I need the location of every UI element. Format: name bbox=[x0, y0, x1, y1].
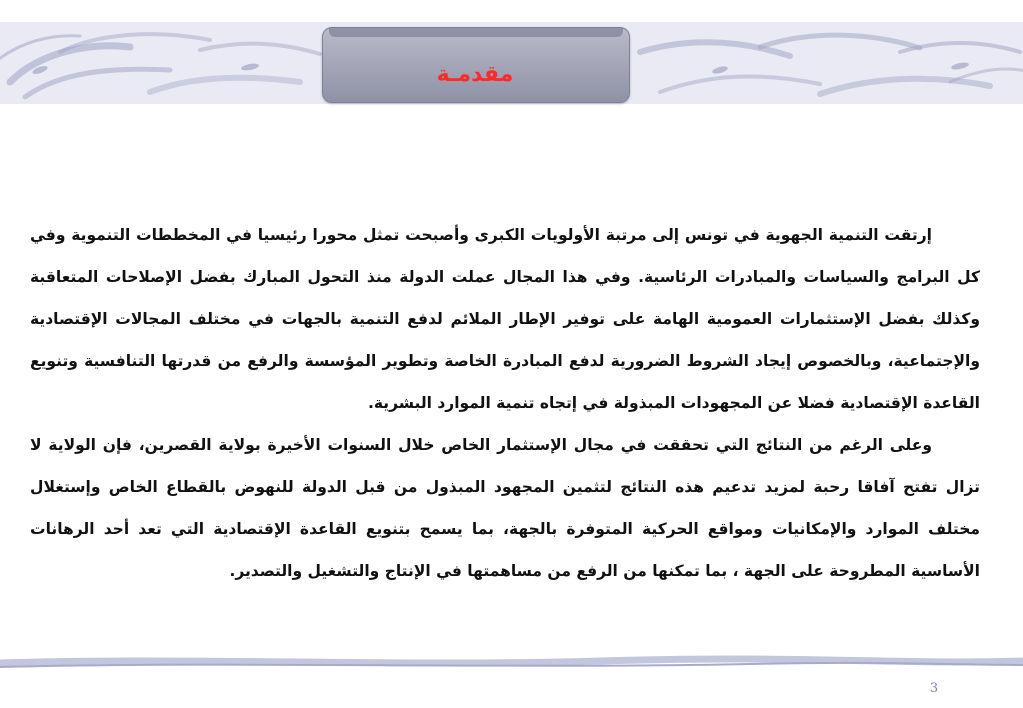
footer-wave bbox=[0, 655, 1023, 671]
paragraph-1: إرتقت التنمية الجهوية في تونس إلى مرتبة الأولويات الكبرى وأصبحت تمثل محورا رئيسيا في المخططات التنموية وفي كل البرامج والسياسات والمبادرات الرئاسية. وفي هذا المجال عملت الدولة منذ التحول المبارك بفضل الإصلاحات المتعاقبة وكذلك بفضل الإستثمارات العمومية الهامة على توفير الإطار الملائم لدفع التنمية بالجهات في مختلف المجالات الإقتصادية والإجتماعية، وبالخصوص إيجاد الشروط الضرورية لدفع المبادرة الخاصة وتطوير المؤسسة والرفع من قدرتها التنافسية وتنويع القاعدة الإقتصادية فضلا عن المجهودات المبذولة في إتجاه تنمية الموارد البشرية. bbox=[30, 226, 980, 412]
slide-body bbox=[30, 214, 980, 592]
page-number: 3 bbox=[929, 681, 939, 696]
slide-title: مقدمـة bbox=[436, 62, 514, 87]
paragraph-2: وعلى الرغم من النتائج التي تحققت في مجال الإستثمار الخاص خلال السنوات الأخيرة بولاية القصرين، فإن الولاية لا تزال تفتح آفاقا رحبة لمزيد تدعيم هذه النتائج لتثمين المجهود المبذول من قبل الدولة للنهوض بالقطاع الخاص وإستغلال مختلف الموارد والإمكانيات ومواقع الحركية المتوفرة بالجهة، بما يسمح بتنويع القاعدة الإقتصادية التي تعد أحد الرهانات الأساسية المطروحة على الجهة ، بما تمكنها من الرفع من مساهمتها في الإنتاج والتشغيل والتصدير. bbox=[30, 436, 980, 580]
title-box-tab bbox=[329, 28, 623, 37]
